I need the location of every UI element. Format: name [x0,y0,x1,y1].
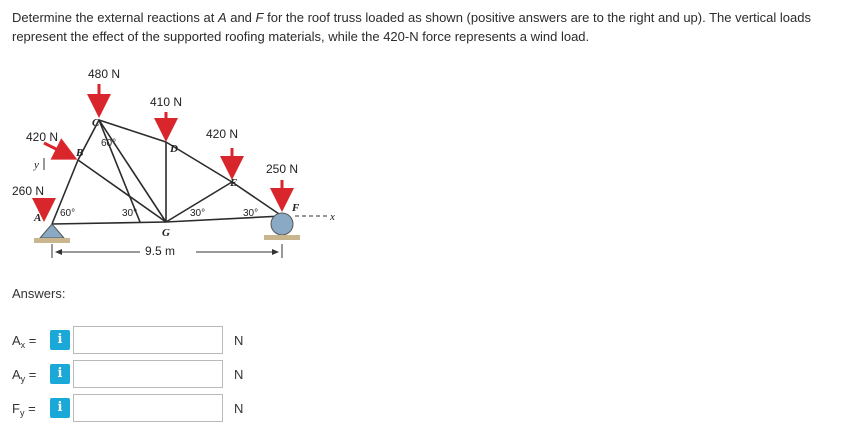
member-cg [99,120,166,222]
joint-d-label: D [170,143,178,155]
answer-row-fy [0,394,847,424]
problem-text-1: Determine the external reactions at [12,10,218,25]
angle-e-label: 30° [243,208,259,219]
problem-text-3: for the roof truss loaded as shown (positive answers are to the right and up). The vertical loads represent the effect of the supported roofing materials, while the 420-N force represents a wind load. [12,10,811,44]
load-d-label: 410 N [150,95,183,109]
answer-row-ax [0,326,847,356]
axis-y-label: y [34,159,39,171]
answer-unit-ay: N [234,367,244,382]
answer-label-ay: $A_y$ = [12,367,37,384]
member-ag [52,222,166,224]
member-cg2 [99,120,140,222]
load-e-label: 420 N [206,127,239,141]
answer-input-ax[interactable] [73,326,223,354]
answer-input-ay[interactable] [73,360,223,388]
joint-f-label: F [292,202,300,214]
answer-input-fy[interactable] [73,394,223,422]
load-b-label: 420 N [26,130,59,144]
info-icon[interactable]: i [50,364,70,384]
info-icon[interactable]: i [50,398,70,418]
angle-a-label: 60° [60,208,76,219]
axis-x-label: x [330,211,335,223]
joint-c-label: C [92,117,100,129]
member-gf [166,216,282,222]
span-label: 9.5 m [145,244,176,258]
joint-b-label: B [76,147,84,159]
answer-row-ay [0,360,847,390]
answers-heading: Answers: [12,286,66,301]
angle-c-label: 60° [101,138,117,149]
answer-unit-fy: N [234,401,244,416]
load-f-label: 250 N [266,162,299,176]
load-a-label: 260 N [12,184,45,198]
angle-g-left-label: 30° [122,208,138,219]
joint-a-label: A [34,212,42,224]
point-a-ref: A [217,10,227,25]
info-icon[interactable]: i [50,330,70,350]
answer-label-ax: $A_x$ = [12,333,37,350]
angle-g-right-label: 30° [190,208,206,219]
load-b-wind-arrow [44,143,72,157]
load-c-label: 480 N [88,67,121,81]
point-f-ref: F [255,10,264,25]
joint-g-label: G [162,227,170,239]
answer-label-fy: $F_y$ = [12,401,36,418]
joint-e-label: E [230,177,238,189]
answer-unit-ax: N [234,333,244,348]
problem-text-2: and [226,10,256,25]
support-a [34,224,70,243]
